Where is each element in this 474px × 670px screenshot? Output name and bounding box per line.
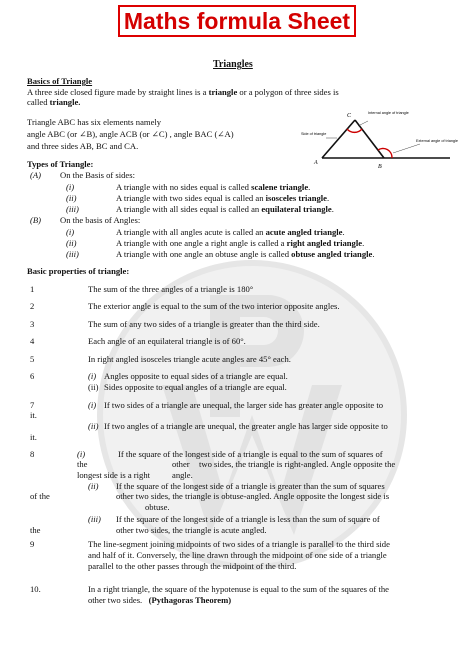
property-text: the: [30, 525, 41, 535]
triangle-right-side: [355, 120, 384, 158]
type-b-item: A triangle with one angle a right angle is called a right angled triangle.: [116, 238, 365, 248]
property-text: Sides opposite to equal angles of a triangle are equal.: [104, 382, 287, 392]
type-a-item: A triangle with all sides equal is called an equilateral triangle.: [116, 204, 334, 214]
property-text: longest side is a right: [77, 470, 151, 480]
property-number: 10.: [30, 584, 41, 594]
property-sub-num: (ii): [88, 481, 99, 491]
property-text: The sum of the three angles of a triangle is 180°: [88, 284, 254, 294]
section-title: Triangles: [213, 59, 253, 70]
basics-paragraph-line2: called triangle.: [27, 97, 81, 107]
type-a-item: A triangle with two sides equal is called an isosceles triangle.: [116, 193, 330, 203]
property-text: obtuse.: [145, 502, 170, 512]
elements-line3: and three sides AB, BC and CA.: [27, 141, 139, 151]
property-text: other two sides, the triangle is obtuse-angled. Angle opposite the longest side is: [116, 491, 390, 501]
property-sub-num: (iii): [88, 514, 101, 524]
types-b-text: On the basis of Angles:: [60, 215, 141, 225]
basics-heading: Basics of Triangle: [27, 76, 93, 86]
property-number: 6: [30, 371, 35, 381]
type-b-item: A triangle with one angle an obtuse angle is called obtuse angled triangle.: [116, 249, 375, 259]
property-text: other two sides, the triangle is acute angled.: [116, 525, 267, 535]
property-number: 3: [30, 319, 35, 329]
property-text: If the square of the longest side of a triangle is greater than the sum of squares: [116, 481, 385, 491]
property-text: two sides, the triangle is right-angled. Angle opposite the: [199, 459, 396, 469]
property-text: and half of it. Conversely, the line drawn through the midpoint of one side of a triangle: [88, 550, 387, 560]
property-number: 9: [30, 539, 35, 549]
vertex-a-label: A: [314, 160, 318, 166]
vertex-b-label: B: [378, 164, 382, 170]
side-annotation: Side of triangle: [301, 132, 327, 136]
property-sub-num: (ii): [88, 382, 99, 392]
property-text: If the square of the longest side of a triangle is equal to the sum of squares of: [118, 449, 383, 459]
property-number: 2: [30, 301, 35, 311]
internal-angle-arc: [347, 129, 362, 132]
elements-line1: Triangle ABC has six elements namely: [27, 117, 162, 127]
property-number: 8: [30, 449, 35, 459]
types-b-label: (B): [30, 215, 41, 225]
property-text: In a right triangle, the square of the hypotenuse is equal to the sum of the squares of the: [88, 584, 389, 594]
property-text: If the square of the longest side of a triangle is less than the sum of square of: [116, 514, 380, 524]
property-text: the: [77, 459, 88, 469]
properties-heading: Basic properties of triangle:: [27, 266, 130, 276]
property-text: it.: [30, 432, 37, 442]
type-a-item-num: (i): [66, 182, 75, 192]
types-a-label: (A): [30, 170, 41, 180]
property-text: Angles opposite to equal sides of a triangle are equal.: [104, 371, 288, 381]
property-text: Each angle of an equilateral triangle is of 60°.: [88, 336, 246, 346]
property-sub-num: (ii): [88, 421, 99, 431]
property-text: parallel to the other passes through the midpoint of the third.: [88, 561, 297, 571]
property-text: angle.: [172, 470, 193, 480]
type-b-item: A triangle with all angles acute is called an acute angled triangle.: [116, 227, 345, 237]
title-banner: [118, 5, 356, 37]
vertex-c-label: C: [347, 113, 352, 119]
property-text: other two sides. (Pythagoras Theorem): [88, 595, 232, 605]
type-a-item-num: (iii): [66, 204, 79, 214]
property-text: The exterior angle is equal to the sum of the two interior opposite angles.: [88, 301, 340, 311]
banner-title: Maths formula Sheet: [123, 7, 351, 34]
types-a-text: On the Basis of sides:: [60, 170, 135, 180]
type-a-item: A triangle with no sides equal is called scalene triangle.: [116, 182, 311, 192]
property-text: If two angles of a triangle are unequal, the greater angle has larger side opposite to: [104, 421, 388, 431]
property-number: 1: [30, 284, 35, 294]
property-text: of the: [30, 491, 50, 501]
property-text: In right angled isosceles triangle acute angles are 45° each.: [88, 354, 291, 364]
property-sub-num: (i): [88, 400, 97, 410]
type-a-item-num: (ii): [66, 193, 77, 203]
property-text: The line-segment joining midpoints of two sides of a triangle is parallel to the third side: [88, 539, 390, 549]
triangle-diagram: [300, 108, 465, 178]
basics-paragraph-line1: A three side closed figure made by straight lines is a triangle or a polygon of three sides is: [27, 87, 339, 97]
property-number: 7: [30, 400, 35, 410]
types-heading: Types of Triangle:: [27, 159, 94, 169]
property-number: 4: [30, 336, 35, 346]
type-b-item-num: (ii): [66, 238, 77, 248]
property-text: other: [172, 459, 190, 469]
property-sub-num: (i): [88, 371, 97, 381]
property-text: it.: [30, 410, 37, 420]
internal-angle-annotation: Internal angle of triangle: [368, 111, 409, 115]
triangle-left-side: [322, 120, 355, 158]
type-b-item-num: (i): [66, 227, 75, 237]
property-sub-num: (i): [77, 449, 86, 459]
property-number: 5: [30, 354, 35, 364]
external-angle-annotation: External angle of triangle: [416, 139, 459, 143]
type-b-item-num: (iii): [66, 249, 79, 259]
property-text: The sum of any two sides of a triangle is greater than the third side.: [88, 319, 320, 329]
property-text: If two sides of a triangle are unequal, the larger side has greater angle opposite to: [104, 400, 384, 410]
elements-line2: angle ABC (or ∠B), angle ACB (or ∠C) , angle BAC (∠A): [27, 129, 234, 139]
